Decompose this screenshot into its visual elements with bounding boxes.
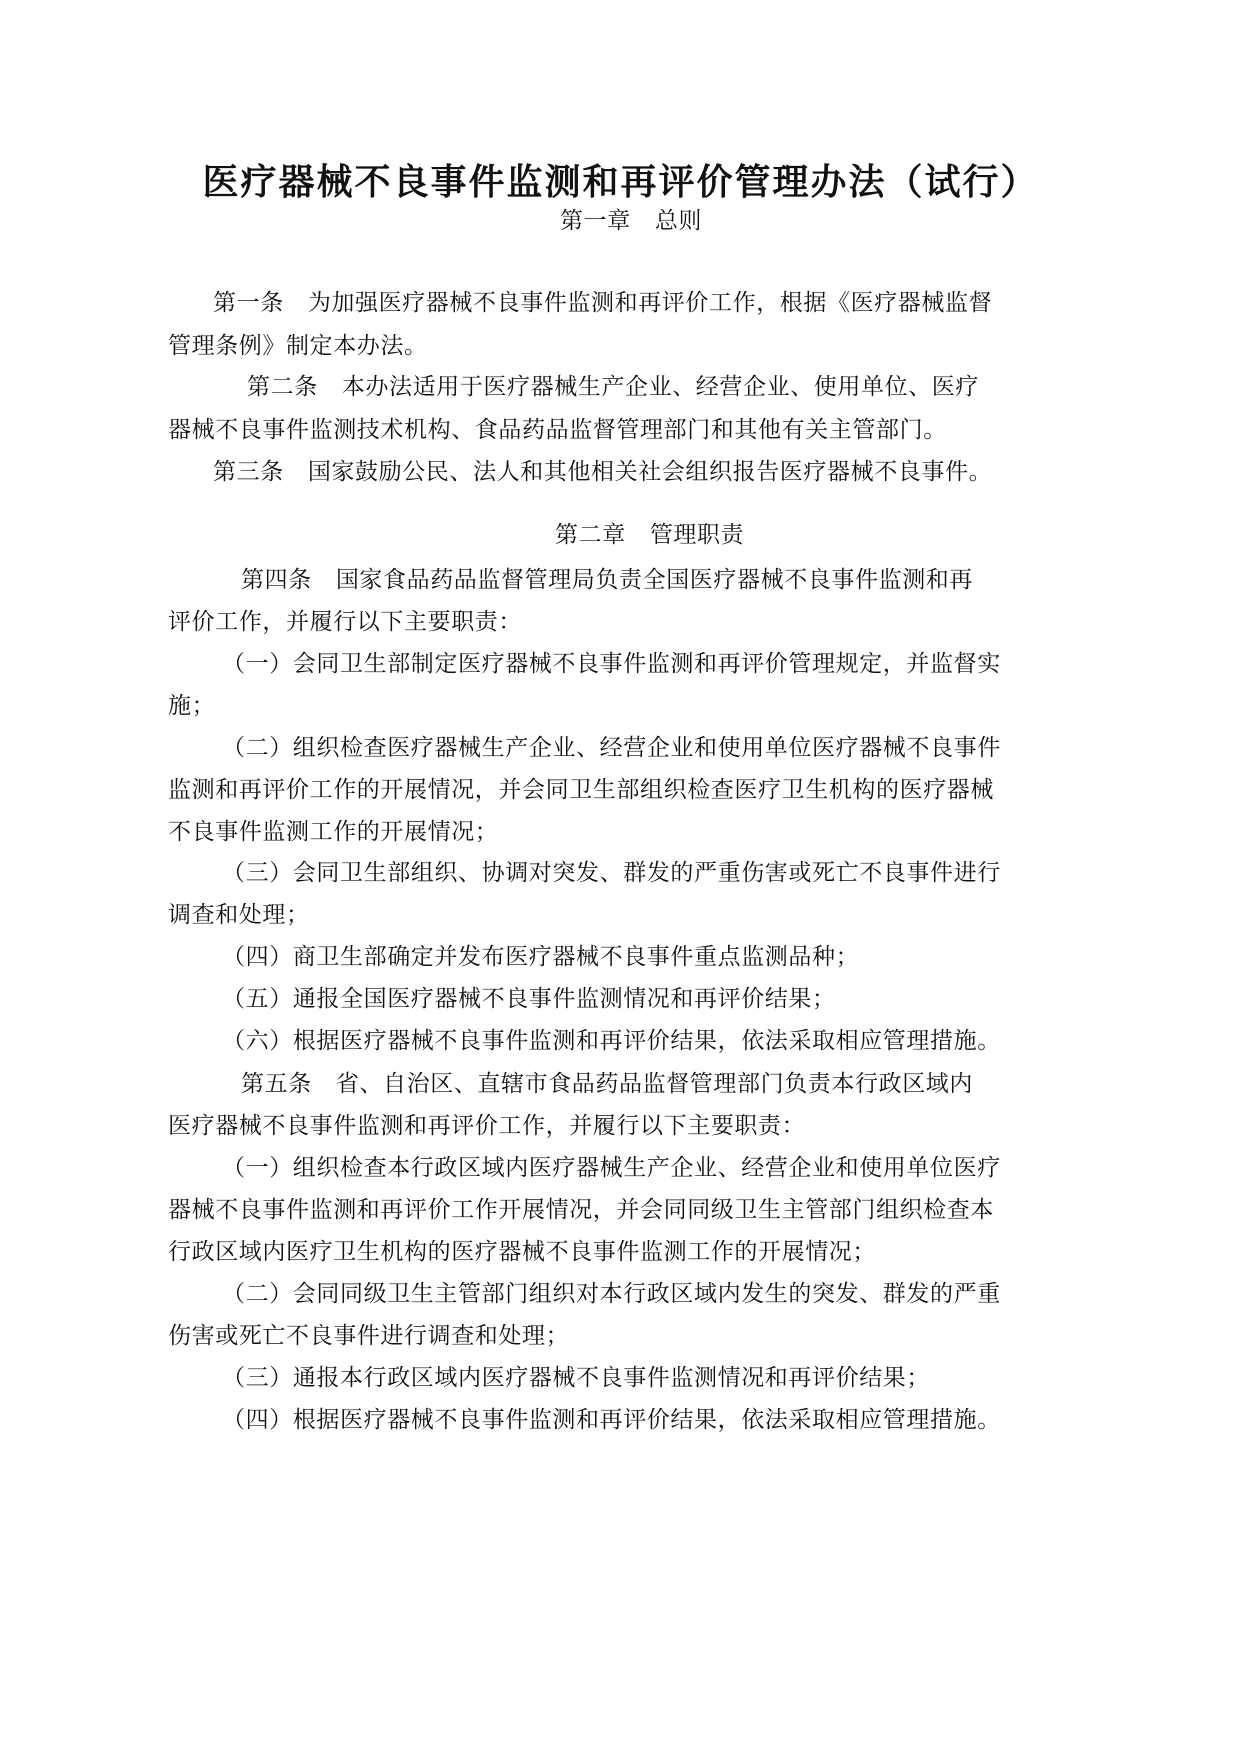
chapter-2-number: 第二章 (555, 522, 626, 548)
article-4-item-3: （三）会同卫生部组织、协调对突发、群发的严重伤害或死亡不良事件进行 (222, 860, 1001, 886)
article-5-item-4: （四）根据医疗器械不良事件监测和再评价结果，依法采取相应管理措施。 (222, 1407, 1001, 1433)
article-5-item-1: （一）组织检查本行政区域内医疗器械生产企业、经营企业和使用单位医疗 (222, 1155, 1001, 1181)
article-4-number: 第四条 (241, 567, 312, 593)
chapter-1-heading (560, 205, 702, 237)
article-5-line: 医疗器械不良事件监测和再评价工作，并履行以下主要职责： (168, 1113, 806, 1139)
article-5-item-2: （二）会同同级卫生主管部门组织对本行政区域内发生的突发、群发的严重 (222, 1281, 1001, 1307)
article-4-line (241, 564, 973, 596)
document-title: 医疗器械不良事件监测和再评价管理办法（试行） (202, 161, 1039, 203)
article-4-item-2: （二）组织检查医疗器械生产企业、经营企业和使用单位医疗器械不良事件 (222, 735, 1001, 761)
article-2-line: 器械不良事件监测技术机构、食品药品监督管理部门和其他有关主管部门。 (168, 417, 947, 443)
article-1-line (213, 287, 992, 319)
article-1-line: 管理条例》制定本办法。 (168, 333, 428, 359)
chapter-1-number: 第一章 (560, 208, 631, 234)
article-5-item-1: 行政区域内医疗卫生机构的医疗器械不良事件监测工作的开展情况； (168, 1239, 876, 1265)
article-5-item-3: （三）通报本行政区域内医疗器械不良事件监测情况和再评价结果； (222, 1365, 930, 1391)
article-3-line (213, 456, 992, 488)
chapter-1-name: 总则 (654, 208, 703, 234)
article-4-item-1: 施； (168, 693, 216, 719)
article-1-number: 第一条 (213, 290, 284, 316)
chapter-2-heading (555, 519, 744, 551)
article-3-number: 第三条 (213, 459, 284, 485)
article-4-item-1: （一）会同卫生部制定医疗器械不良事件监测和再评价管理规定，并监督实 (222, 651, 1001, 677)
article-4-item-2: 不良事件监测工作的开展情况； (168, 819, 499, 845)
article-5-number: 第五条 (241, 1071, 312, 1097)
article-4-item-5: （五）通报全国医疗器械不良事件监测情况和再评价结果； (222, 986, 836, 1012)
article-4-text: 国家食品药品监督管理局负责全国医疗器械不良事件监测和再 (335, 567, 974, 593)
article-2-text: 本办法适用于医疗器械生产企业、经营企业、使用单位、医疗 (341, 374, 980, 400)
article-5-item-1: 器械不良事件监测和再评价工作开展情况，并会同同级卫生主管部门组织检查本 (168, 1197, 994, 1223)
article-5-item-2: 伤害或死亡不良事件进行调查和处理； (168, 1323, 570, 1349)
article-5-text: 省、自治区、直辖市食品药品监督管理部门负责本行政区域内 (335, 1071, 974, 1097)
article-3-text: 国家鼓励公民、法人和其他相关社会组织报告医疗器械不良事件。 (307, 459, 993, 485)
article-5-line (241, 1068, 973, 1100)
article-4-line: 评价工作，并履行以下主要职责： (168, 609, 522, 635)
article-1-text: 为加强医疗器械不良事件监测和再评价工作，根据《医疗器械监督 (307, 290, 993, 316)
article-2-line (247, 371, 979, 403)
article-4-item-6: （六）根据医疗器械不良事件监测和再评价结果，依法采取相应管理措施。 (222, 1028, 1001, 1054)
article-2-number: 第二条 (247, 374, 318, 400)
article-4-item-4: （四）商卫生部确定并发布医疗器械不良事件重点监测品种； (222, 944, 860, 970)
article-4-item-2: 监测和再评价工作的开展情况，并会同卫生部组织检查医疗卫生机构的医疗器械 (168, 777, 994, 803)
chapter-2-name: 管理职责 (649, 522, 745, 548)
article-4-item-3: 调查和处理； (168, 902, 310, 928)
